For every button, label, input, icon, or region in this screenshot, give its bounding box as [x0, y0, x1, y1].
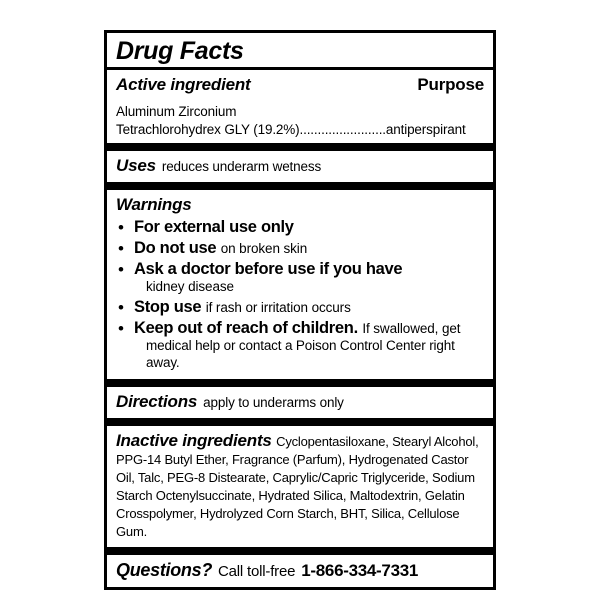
warning-wrap: medical help or contact a Poison Control Center right away. — [146, 337, 455, 370]
uses-text: reduces underarm wetness — [161, 158, 322, 174]
list-item — [116, 218, 484, 237]
page-title: Drug Facts — [116, 37, 244, 65]
active-ingredient-line-2: Tetrachlorohydrex GLY (19.2%)........................antiperspirant — [116, 121, 466, 137]
list-item — [116, 319, 484, 372]
directions-heading: Directions — [116, 392, 198, 412]
purpose-heading: Purpose — [417, 75, 484, 95]
divider — [107, 143, 493, 151]
questions-heading: Questions? — [116, 560, 213, 581]
warning-strong: Ask a doctor before use if you have — [134, 259, 403, 278]
inactive-ingredients-heading: Inactive ingredients — [116, 431, 272, 451]
active-ingredient-header-row — [116, 75, 484, 95]
inactive-ingredients-section — [107, 426, 493, 547]
list-item — [116, 260, 484, 296]
divider — [107, 418, 493, 426]
warning-strong: Keep out of reach of children. — [134, 318, 358, 337]
bullet-icon: • — [118, 238, 124, 258]
warning-strong: For external use only — [134, 217, 294, 236]
bullet-icon: • — [118, 297, 124, 317]
questions-phone[interactable]: 1-866-334-7331 — [301, 561, 419, 581]
warning-indent: kidney disease — [146, 278, 234, 294]
directions-section — [107, 387, 493, 418]
warning-strong: Do not use — [134, 238, 217, 257]
inactive-ingredients-text: Cyclopentasiloxane, Stearyl Alcohol, PPG-14 Butyl Ether, Fragrance (Parfum), Hydrogenated Castor Oil, Talc, PEG-8 Distearate, Caprylic/Capric Triglyceride, Sodium Starch Octenylsuccinate, Hydrated Silica, Maltodextrin, Gelatin Crosspolymer, Hydrolyzed Corn Starch, BHT, Silica, Cellulose Gum. — [116, 434, 479, 540]
active-ingredient-heading: Active ingredient — [116, 75, 251, 95]
warnings-heading: Warnings — [116, 194, 192, 214]
list-item — [116, 239, 484, 258]
divider — [107, 547, 493, 555]
active-ingredient-line-1: Aluminum Zirconium — [116, 104, 237, 120]
uses-section — [107, 151, 493, 182]
warning-rest: if rash or irritation occurs — [205, 299, 351, 315]
warning-rest: on broken skin — [220, 240, 308, 256]
bullet-icon: • — [118, 217, 124, 237]
questions-text: Call toll-free — [218, 563, 296, 581]
bullet-icon: • — [118, 318, 124, 338]
active-ingredient-section — [107, 70, 493, 101]
active-ingredient-body — [107, 101, 493, 143]
divider — [107, 379, 493, 387]
warning-rest: If swallowed, get — [362, 320, 461, 336]
bullet-icon: • — [118, 259, 124, 279]
warnings-list — [116, 218, 484, 372]
questions-section — [107, 555, 493, 587]
uses-heading: Uses — [116, 155, 156, 175]
drug-facts-panel — [104, 30, 496, 590]
directions-text: apply to underarms only — [203, 395, 344, 411]
divider — [107, 182, 493, 190]
warning-strong: Stop use — [134, 297, 202, 316]
list-item — [116, 298, 484, 317]
warnings-section — [107, 190, 493, 380]
